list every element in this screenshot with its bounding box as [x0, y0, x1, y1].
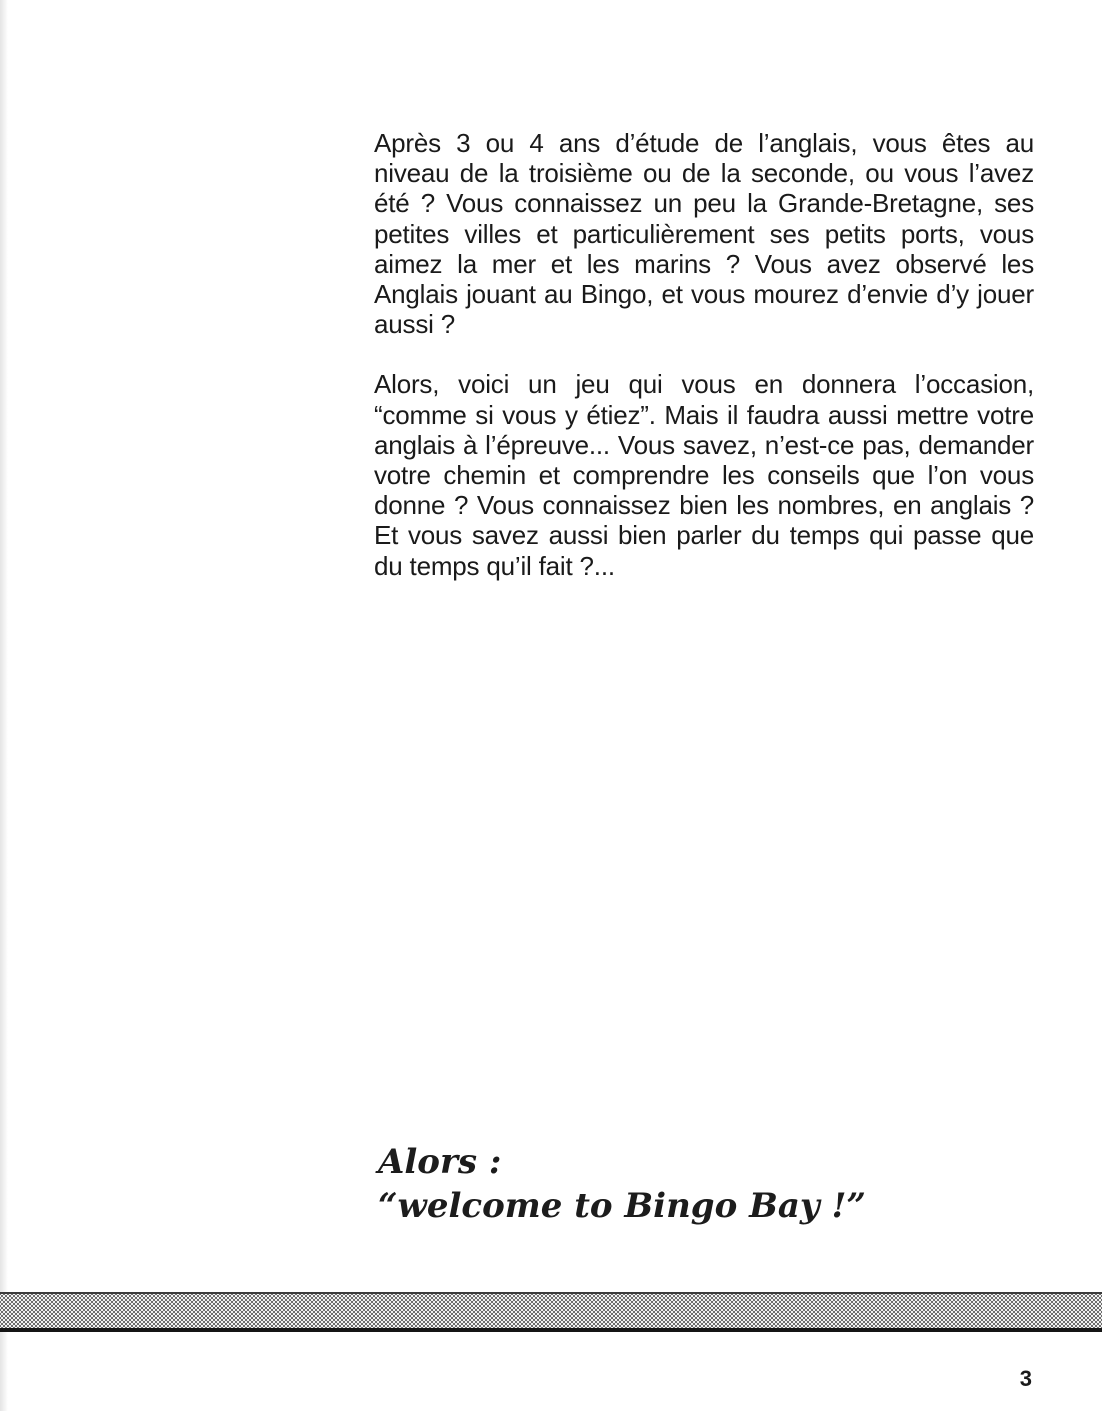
- footer-rule: [0, 1328, 1102, 1332]
- closing-line-welcome: “welcome to Bingo Bay !”: [378, 1186, 866, 1226]
- intro-paragraph-1: Après 3 ou 4 ans d’étude de l’anglais, vous êtes au niveau de la troisième ou de la seconde, ou vous l’avez été ? Vous connaissez un peu la Grande-Bretagne, ses petites villes et particulièrement ses petits ports, vous aimez la mer et les marins ? Vous avez observé les Anglais jouant au Bingo, et vous mourez d’envie d’y jouer aussi ?: [374, 128, 1034, 340]
- page-binding-edge: [0, 0, 8, 1411]
- page-number: 3: [1019, 1366, 1032, 1391]
- intro-paragraph-2: Alors, voici un jeu qui vous en donnera l’occasion, “comme si vous y étiez”. Mais il faudra aussi mettre votre anglais à l’épreuve... Vous savez, n’est-ce pas, demander votre chemin et comprendre les conseils que l’on vous donne ? Vous connaissez bien les nombres, en anglais ? Et vous savez aussi bien parler du temps qui passe que du temps qu’il fait ?...: [374, 369, 1034, 581]
- closing-tagline: [378, 1140, 1078, 1228]
- intro-text-block: [374, 128, 1034, 581]
- closing-line-alors: Alors :: [378, 1142, 502, 1182]
- footer-pattern-band: [0, 1292, 1102, 1330]
